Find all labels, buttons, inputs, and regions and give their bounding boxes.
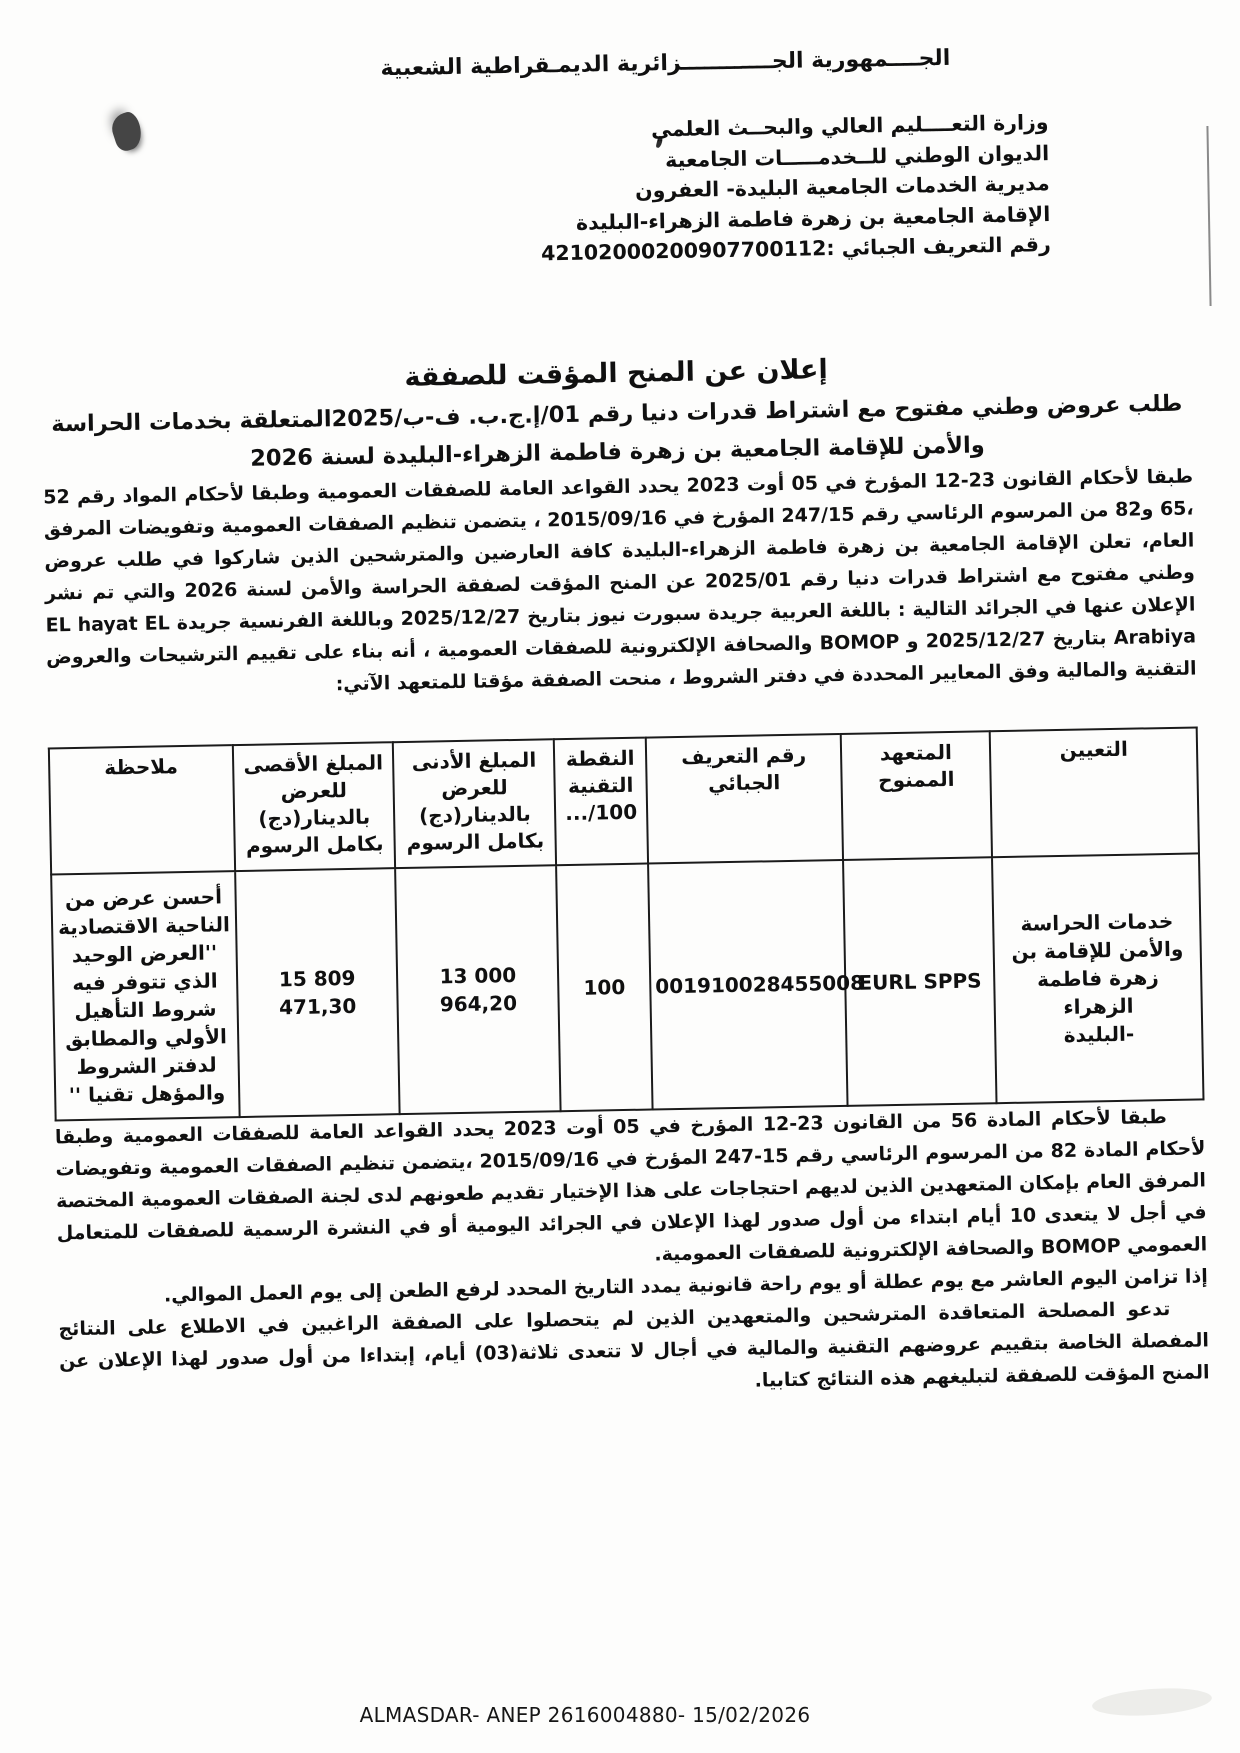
cell-max-amount: 15 809 471,30: [235, 868, 400, 1117]
anep-footer-line: ALMASDAR- ANEP 2616004880- 15/02/2026: [359, 1703, 811, 1727]
col-min-amount: المبلغ الأدنى للعرض بالدينار(دج) بكامل الرسوم: [393, 739, 556, 868]
tax-id-line: رقم التعريف الجبائي :42102000200907700112: [540, 232, 1052, 266]
col-note: ملاحظة: [49, 745, 235, 874]
scan-edge-line: [1206, 126, 1211, 306]
award-table-body: [51, 853, 1203, 1120]
award-table-header: [49, 727, 1199, 874]
cell-awarded-contractor: EURL SPPS: [843, 857, 997, 1106]
cell-note: أحسن عرض من الناحية الاقتصادية ''العرض الوحيد الذي تتوفر فيه شروط التأهيل الأولي والمطابق لدفتر الشروط والمؤهل تقنيا '': [51, 871, 239, 1120]
cell-technical-score: 100: [556, 863, 652, 1111]
col-awarded-contractor: المتعهد الممنوح: [841, 731, 993, 860]
table-row: [51, 853, 1203, 1120]
ministry-line: وزارة التعــــليم العالي والبحــث العلمي: [650, 110, 1049, 142]
award-table: [48, 726, 1205, 1121]
intro-paragraph: طبقا لأحكام القانون 23-12 المؤرخ في 05 أوت 2023 يحدد القواعد العامة للصفقات العمومية وطبقا لأحكام المواد رقم 52 ،65 و82 من المرسوم الرئاسي رقم 247/15 المؤرخ في 2015/09/16 ، يتضمن تنظيم الصفقات العمومية وتفويضات المرفق العام، تعلن الإقامة الجامعية بن زهرة فاطمة الزهراء-البليدة كافة العارضين والمترشحين الذين شاركوا في طلب عروض وطني مفتوح مع اشتراط قدرات دنيا رقم 2025/01 عن المنح المؤقت لصفقة الحراسة والأمن لسنة 2026 والتي تم نشر الإعلان عنها في الجرائد التالية : باللغة العربية جريدة سبورت نيوز بتاريخ 2025/12/27 وباللغة الفرنسية جريدة EL hayat EL Arabiya بتاريخ 2025/12/27 و BOMOP والصحافة الإلكترونية للصفقات العمومية ، أنه بناء على تقييم الترشيحات والعروض التقنية والمالية وفق المعايير المحددة في دفتر الشروط ، منحت الصفقة مؤقتا للمتعهد الآتي:: [43, 464, 1197, 695]
col-technical-score: النقطة التقنية 100/...: [554, 737, 648, 865]
cell-tax-id: 001910028455008: [648, 859, 848, 1109]
col-designation: التعيين: [990, 727, 1199, 857]
document-content: [34, 0, 1209, 1409]
notice-title: إعلان عن المنح المؤقت للصفقة: [404, 353, 828, 393]
residence-line: الإقامة الجامعية بن زهرة فاطمة الزهراء-البليدة: [575, 201, 1051, 235]
cell-min-amount: 13 000 964,20: [396, 865, 561, 1114]
national-office-line: الديوان الوطني للــخدمـــــات الجامعية: [664, 140, 1050, 172]
col-max-amount: المبلغ الأقصى للعرض بالدينار(دج) بكامل الرسوم: [233, 742, 396, 871]
cell-designation: خدمات الحراسة والأمن للإقامة بن زهرة فاطمة الزهراء -البليدة: [992, 853, 1203, 1103]
organization-block: [36, 107, 1051, 278]
appeal-paragraph-3: تدعو المصلحة المتعاقدة المترشحين والمتعهدين الذين لم يتحصلوا على الصفقة الراغبين في الاطلاع على النتائج المفصلة الخاصة بتقييم عروضهم التقنية والمالية في أجال لا تتعدى ثلاثة(03) أيام، إبتداءا من أول صدور لهذا الإعلان عن المنح المؤقت للصفقة لتبليغهم هذه النتائج كتابيا.: [58, 1297, 1210, 1392]
directorate-line: مديرية الخدمات الجامعية البليدة- العفرون: [634, 171, 1050, 203]
appeal-paragraph-2: إذا تزامن اليوم العاشر مع يوم عطلة أو يوم راحة قانونية يمدد التاريخ المحدد لرفع الطعن إلى يوم العمل الموالي.: [163, 1264, 1208, 1306]
appeal-paragraph-1: طبقا لأحكام المادة 56 من القانون 23-12 المؤرخ في 05 أوت 2023 يحدد القواعد العامة للصفقات العمومية وطبقا لأحكام المادة 82 من المرسوم الرئاسي رقم 15-247 المؤرخ في 2015/09/16 ،يتضمن تنظيم الصفقات العمومية وتفويضات المرفق العام بإمكان المتعهدين الذين لديهم احتجاجات على هذا الإختيار تقديم طعونهم لدى لجنة الصفقات العمومية المختصة في أجل لا يتعدى 10 أيام ابتداء من أول صدور لهذا الإعلان في الجرائد اليومية أو في النشرة الرسمية للصفقات للمتعامل العمومي BOMOP والصحافة الإلكترونية للصفقات العمومية.: [54, 1105, 1208, 1265]
col-tax-id: رقم التعريف الجبائي: [646, 733, 843, 863]
republic-heading: الجــــمهورية الجــــــــــــزائرية الديمـقراطية الشعبية: [380, 45, 951, 82]
header-row: [49, 727, 1199, 874]
notice-subtitle: طلب عروض وطني مفتوح مع اشتراط قدرات دنيا رقم 01/إ.ج.ب. ف-ب/2025المتعلقة بخدمات الحراسة والأمن للإقامة الجامعية بن زهرة فاطمة الزهراء-البليدة لسنة 2026: [51, 390, 1183, 472]
